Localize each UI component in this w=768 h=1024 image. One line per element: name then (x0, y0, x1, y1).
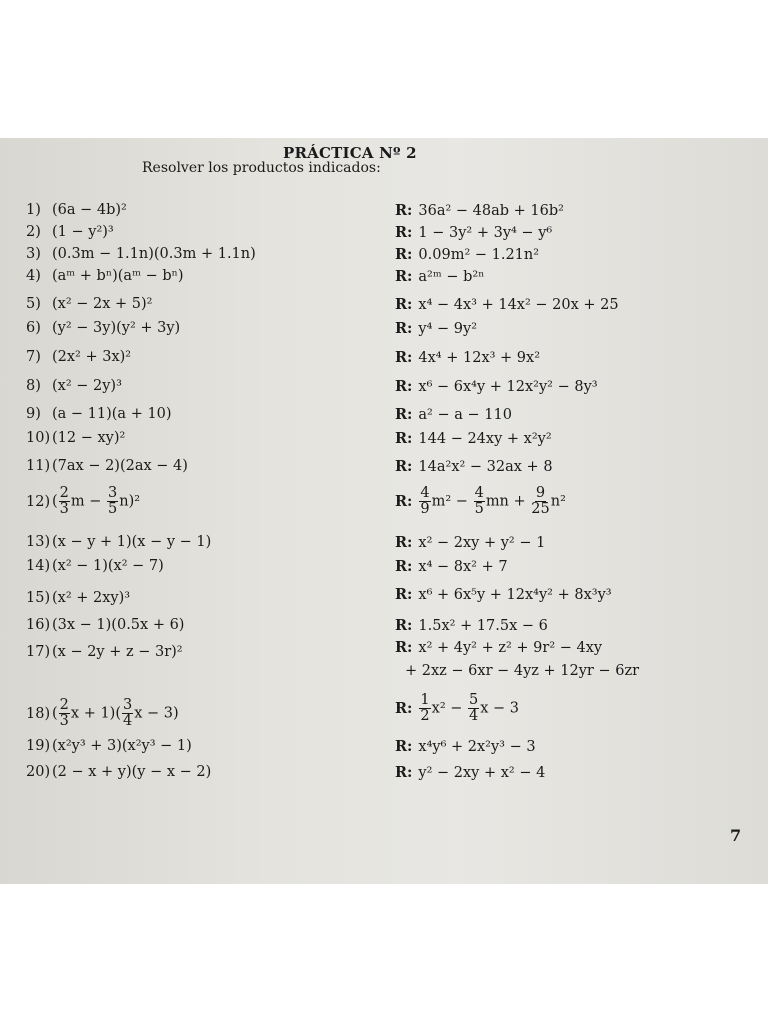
problem-8: 8) (x² − 2y)³ (26, 378, 122, 394)
answer-11: R: 14a²x² − 32ax + 8 (395, 458, 553, 475)
problem-3: 3) (0.3m − 1.1n)(0.3m + 1.1n) (26, 246, 256, 262)
problem-18: 18) ( $\frac{2}{3}$ x + 1)( $\frac{3}{4}$ x − 3) (26, 697, 179, 730)
answer-6: R: y⁴ − 9y² (395, 320, 478, 337)
answer-16: R: 1.5x² + 17.5x − 6 (395, 617, 548, 634)
problem-15: 15) (x² + 2xy)³ (26, 590, 131, 606)
answer-17: R: x² + 4y² + z² + 9r² − 4xy (395, 639, 603, 656)
answer-20: R: y² − 2xy + x² − 4 (395, 764, 546, 781)
problem-7: 7) (2x² + 3x)² (26, 349, 132, 365)
answer-2: R: 1 − 3y² + 3y⁴ − y⁶ (395, 224, 553, 241)
problem-5: 5) (x² − 2x + 5)² (26, 296, 153, 312)
answer-10: R: 144 − 24xy + x²y² (395, 430, 552, 447)
answer-15: R: x⁶ + 6x⁵y + 12x⁴y² + 8x³y³ (395, 586, 612, 603)
answer-12: R: $\frac{4}{9}$ m² − $\frac{4}{5}$ mn + $\frac{9}{25}$ n² (395, 485, 566, 518)
answer-9: R: a² − a − 110 (395, 406, 512, 423)
problem-12: 12) ( $\frac{2}{3}$ m − $\frac{3}{5}$ n)² (26, 485, 141, 518)
answer-17-continued: + 2xz − 6xr − 4yz + 12yr − 6zr (405, 663, 640, 679)
fraction: $\frac{3}{5}$ (108, 485, 118, 518)
fraction: $\frac{4}{9}$ (420, 485, 430, 518)
fraction: $\frac{1}{2}$ (420, 692, 430, 725)
answer-8: R: x⁶ − 6x⁴y + 12x²y² − 8y³ (395, 378, 598, 395)
answer-14: R: x⁴ − 8x² + 7 (395, 558, 508, 575)
answer-1: R: 36a² − 48ab + 16b² (395, 202, 564, 219)
answer-3: R: 0.09m² − 1.21n² (395, 246, 540, 263)
problem-19: 19) (x²y³ + 3)(x²y³ − 1) (26, 738, 192, 754)
fraction: $\frac{9}{25}$ (531, 485, 550, 518)
page-title: PRÁCTICA Nº 2 (283, 144, 417, 162)
page-number: 7 (730, 826, 742, 845)
problem-1: 1) (6a − 4b)² (26, 202, 127, 218)
answer-19: R: x⁴y⁶ + 2x²y³ − 3 (395, 738, 536, 755)
fraction: $\frac{3}{4}$ (123, 697, 133, 730)
problem-9: 9) (a − 11)(a + 10) (26, 406, 172, 422)
problem-17: 17) (x − 2y + z − 3r)² (26, 644, 183, 660)
answer-18: R: $\frac{1}{2}$ x² − $\frac{5}{4}$ x − 3 (395, 692, 520, 725)
problem-14: 14) (x² − 1)(x² − 7) (26, 558, 164, 574)
fraction: $\frac{2}{3}$ (59, 697, 69, 730)
problem-16: 16) (3x − 1)(0.5x + 6) (26, 617, 185, 633)
problem-2: 2) (1 − y²)³ (26, 224, 114, 240)
problem-11: 11) (7ax − 2)(2ax − 4) (26, 458, 188, 474)
fraction: $\frac{2}{3}$ (59, 485, 69, 518)
fraction: $\frac{4}{5}$ (474, 485, 484, 518)
problem-13: 13) (x − y + 1)(x − y − 1) (26, 534, 212, 550)
worksheet-page (0, 138, 768, 884)
problem-4: 4) (aᵐ + bⁿ)(aᵐ − bⁿ) (26, 268, 184, 284)
answer-7: R: 4x⁴ + 12x³ + 9x² (395, 349, 541, 366)
answer-5: R: x⁴ − 4x³ + 14x² − 20x + 25 (395, 296, 619, 313)
problem-6: 6) (y² − 3y)(y² + 3y) (26, 320, 181, 336)
answer-4: R: a²ᵐ − b²ⁿ (395, 268, 485, 285)
answer-13: R: x² − 2xy + y² − 1 (395, 534, 546, 551)
instructions: Resolver los productos indicados: (142, 160, 381, 176)
problem-20: 20) (2 − x + y)(y − x − 2) (26, 764, 212, 780)
problem-10: 10) (12 − xy)² (26, 430, 126, 446)
fraction: $\frac{5}{4}$ (469, 692, 479, 725)
